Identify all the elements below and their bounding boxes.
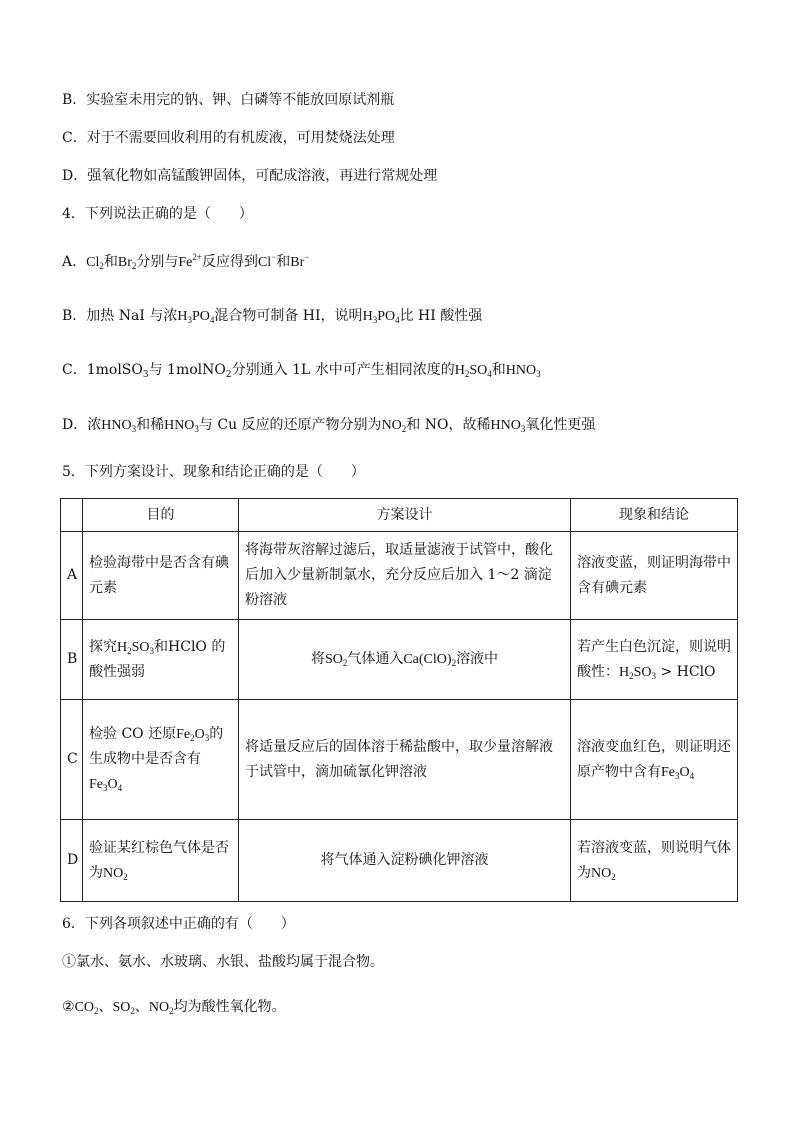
q3-option-d: D．强氧化物如高锰酸钾固体，可配成溶液，再进行常规处理 <box>62 168 438 184</box>
purpose-cell: 检验 CO 还原$Fe_2O_3$的生成物中是否含有 $Fe_3O_4$ <box>83 700 239 820</box>
q3-option-c: C．对于不需要回收利用的有机废液，可用焚烧法处理 <box>62 130 395 146</box>
header-blank <box>61 499 83 532</box>
q4-option-d: D．浓$HNO_3$和稀$HNO_3$与 Cu 反应的还原产物分别为$NO_2$和 NO，故稀$HNO_3$氧化性更强 <box>62 417 596 434</box>
table-row <box>61 700 738 820</box>
result-cell: 溶液变蓝，则证明海带中含有碘元素 <box>571 532 738 620</box>
row-label: B <box>61 620 83 700</box>
q6-item-2: $②CO_2$、$SO_2$、$NO_2$均为酸性氧化物。 <box>62 999 286 1016</box>
design-cell: 将海带灰溶解过滤后，取适量滤液于试管中，酸化后加入少量新制氯水，充分反应后加入 1～2 滴淀粉溶液 <box>239 532 571 620</box>
q5-stem: 5．下列方案设计、现象和结论正确的是（ ） <box>62 464 365 480</box>
table-row <box>61 532 738 620</box>
table-row <box>61 820 738 902</box>
row-label: D <box>61 820 83 902</box>
header-purpose: 目的 <box>83 499 239 532</box>
q4-option-c: C．1molSO$_3$与 1molNO$_2$分别通入 1L 水中可产生相同浓度的$H_2SO_4$和$HNO_3$ <box>62 362 541 380</box>
table-row <box>61 620 738 700</box>
design-cell: 将气体通入淀粉碘化钾溶液 <box>239 820 571 902</box>
q6-stem: 6．下列各项叙述中正确的有（ ） <box>62 916 295 932</box>
table-header-row <box>61 499 738 532</box>
result-cell: 溶液变血红色，则证明还原产物中含有$Fe_3O_4$ <box>571 700 738 820</box>
q6-item-1: ①氯水、氨水、水玻璃、水银、盐酸均属于混合物。 <box>62 954 384 970</box>
design-cell: 将$SO_2$气体通入$Ca(ClO)_2$溶液中 <box>239 620 571 700</box>
purpose-cell: 检验海带中是否含有碘元素 <box>83 532 239 620</box>
purpose-cell: 探究$H_2SO_3$和HClO 的酸性强弱 <box>83 620 239 700</box>
header-design: 方案设计 <box>239 499 571 532</box>
q4-option-b: B．加热 NaI 与浓$H_3PO_4$混合物可制备 HI，说明$H_3PO_4$比 HI 酸性强 <box>62 308 483 325</box>
row-label: C <box>61 700 83 820</box>
row-label: A <box>61 532 83 620</box>
q3-option-b: B．实验室未用完的钠、钾、白磷等不能放回原试剂瓶 <box>62 92 395 108</box>
purpose-cell: 验证某红棕色气体是否为$NO_2$ <box>83 820 239 902</box>
result-cell: 若溶液变蓝，则说明气体为$NO_2$ <box>571 820 738 902</box>
design-cell: 将适量反应后的固体溶于稀盐酸中，取少量溶解液于试管中，滴加硫氰化钾溶液 <box>239 700 571 820</box>
q4-option-a: A．$Cl_2$和$Br_2$分别与$Fe^{2+}$反应得到Cl−和Br− <box>62 252 310 271</box>
header-result: 现象和结论 <box>571 499 738 532</box>
result-cell: 若产生白色沉淀，则说明酸性：$H_2SO_3$ > HClO <box>571 620 738 700</box>
q4-stem: 4．下列说法正确的是（ ） <box>62 206 253 222</box>
experiment-table <box>60 498 738 902</box>
